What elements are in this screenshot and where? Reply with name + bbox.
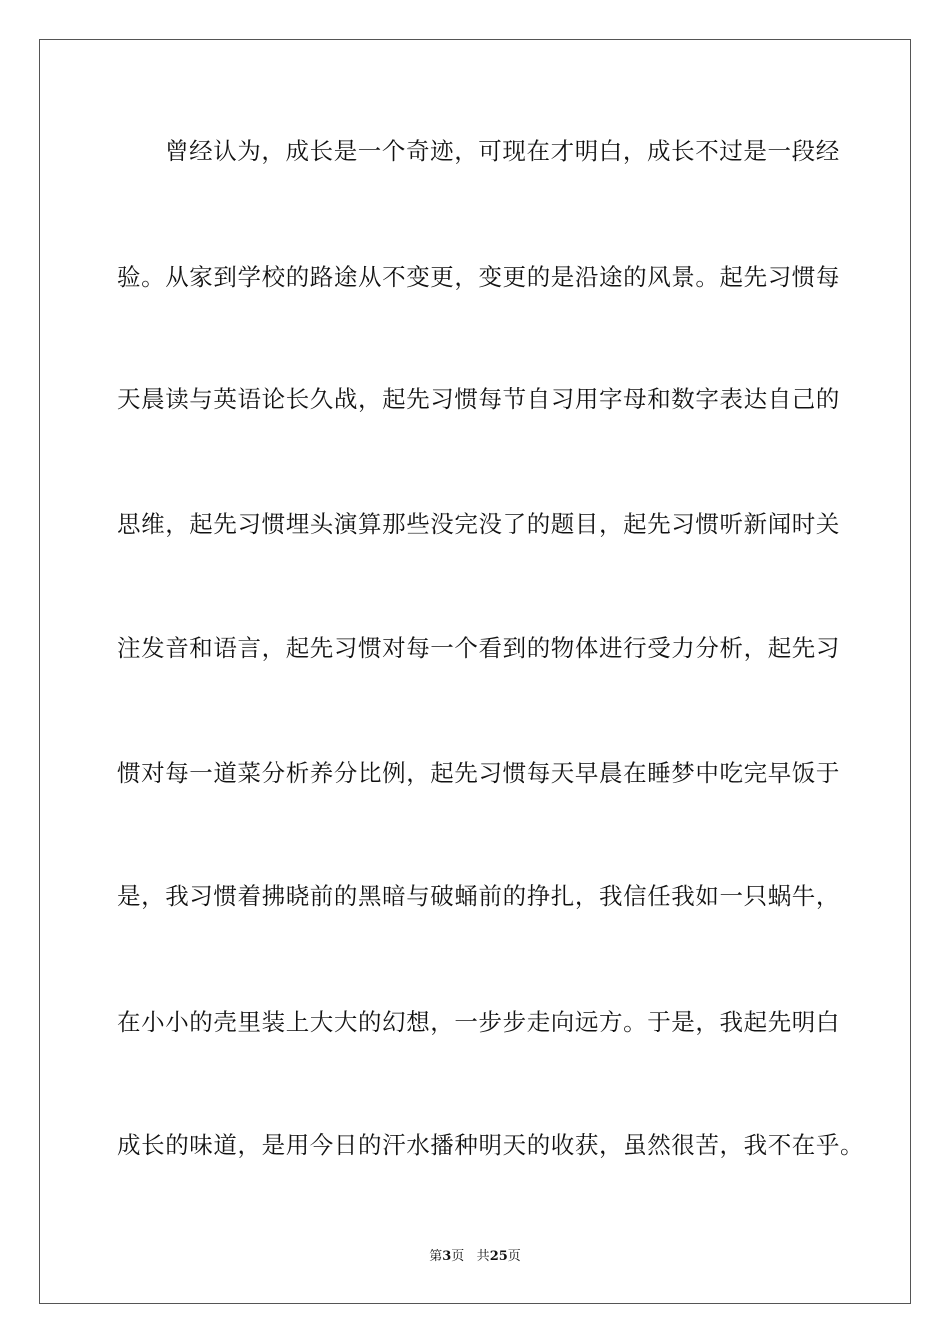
paragraph-line: 是，我习惯着拂晓前的黑暗与破蛹前的挣扎，我信任我如一只蜗牛， [117, 882, 840, 910]
total-label-suffix: 页 [507, 1249, 521, 1264]
paragraph-line: 天晨读与英语论长久战，起先习惯每节自习用字母和数字表达自己的 [117, 385, 840, 413]
paragraph-line: 验。从家到学校的路途从不变更，变更的是沿途的风景。起先习惯每 [117, 263, 840, 291]
paragraph-line: 注发音和语言，起先习惯对每一个看到的物体进行受力分析，起先习 [117, 634, 840, 662]
page-label-prefix: 第 [429, 1249, 443, 1264]
paragraph-line: 惯对每一道菜分析养分比例，起先习惯每天早晨在睡梦中吃完早饭于 [117, 759, 840, 787]
paragraph-line: 在小小的壳里装上大大的幻想，一步步走向远方。于是，我起先明白 [117, 1008, 840, 1036]
page-label-suffix: 页 [451, 1249, 465, 1264]
page-footer [0, 1248, 950, 1266]
total-pages: 25 [489, 1249, 508, 1264]
paragraph-line: 思维，起先习惯埋头演算那些没完没了的题目，起先习惯听新闻时关 [117, 510, 840, 538]
paragraph-line: 曾经认为，成长是一个奇迹，可现在才明白，成长不过是一段经 [165, 137, 840, 165]
total-label-prefix: 共 [476, 1249, 490, 1264]
page-number: 3 [442, 1249, 452, 1264]
page-border [39, 39, 911, 1304]
paragraph-line: 成长的味道，是用今日的汗水播种明天的收获，虽然很苦，我不在乎。 [117, 1131, 865, 1159]
